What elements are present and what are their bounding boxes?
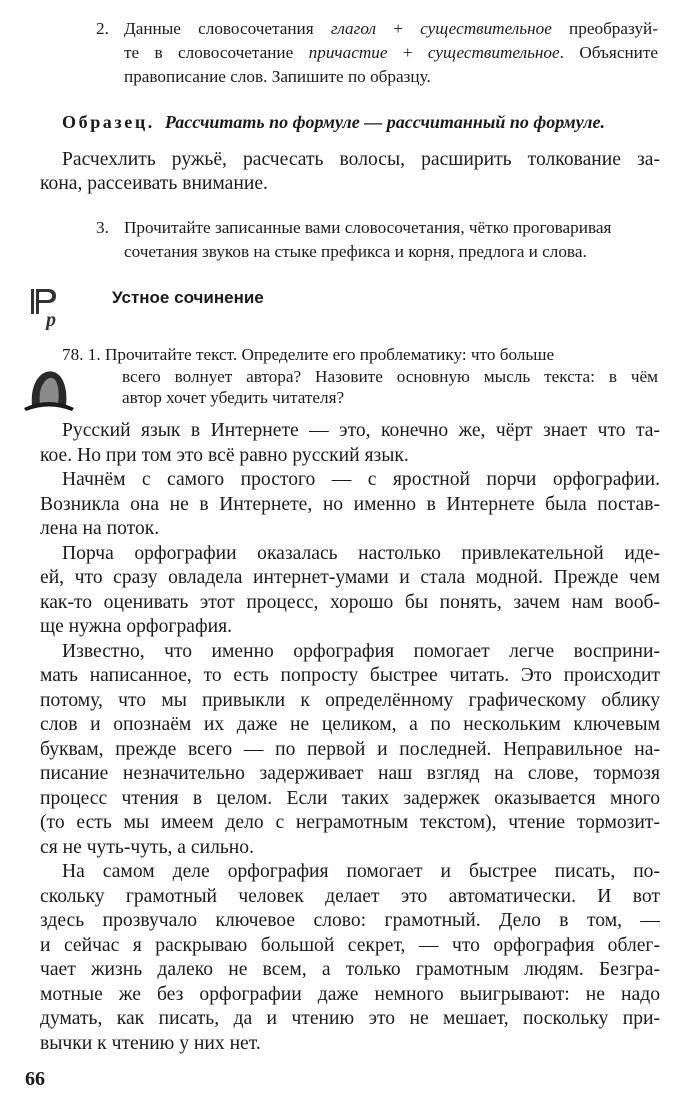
term-noun: существительное	[420, 19, 552, 38]
term-participle: причастие	[308, 43, 388, 62]
hat-icon	[22, 366, 76, 412]
task-2-number: 2.	[96, 19, 109, 38]
text-run: преобразуй-	[551, 19, 658, 38]
text-line-18: ся не чуть-чуть, а сильно.	[40, 836, 254, 858]
task-2-line-3: правописание слов. Запишите по образцу.	[124, 67, 431, 86]
text-line-19: На самом деле орфография помогает и быстрее писать, по-	[62, 861, 660, 882]
task-3-number: 3.	[96, 218, 109, 237]
rp-icon	[30, 286, 70, 330]
text-line-4: Возникла она не в Интернете, но именно в Интернете была постав-	[40, 493, 660, 515]
text-line-12: потому, что мы привыкли к определённому графическому облику	[40, 689, 660, 711]
text-line-7: ей, что сразу овладела интернет-умами и стала модной. Прежде чем	[40, 567, 660, 588]
text-line-1: Русский язык в Интернете — это, конечно же, чёрт знает что та-	[62, 420, 660, 441]
text-line-17: (то есть мы имеем дело с неграмотным текстом), чтение тормозит-	[40, 812, 660, 833]
text-line-2: кое. Но при том это всё равно русский язык.	[40, 444, 409, 466]
text-line-25: думать, как писать, да и чтению это не мешает, поскольку при-	[40, 1008, 660, 1029]
task-78-line-3: автор хочет убедить читателя?	[122, 388, 345, 407]
text-line-11: мать написанное, то есть попросту быстрее читать. Это происходит	[40, 665, 660, 686]
text-run: те в словосочетание	[124, 43, 309, 62]
text-line-8: как-то оценивать этот процесс, хорошо бы понять, зачем нам вооб-	[40, 591, 660, 613]
text-line-9: ще нужна орфография.	[40, 616, 233, 637]
sample-line	[62, 112, 605, 133]
text-line-23: чает жизнь далеко не всем, а только грамотным людям. Безгра-	[40, 959, 660, 980]
text-line-20: скольку грамотный человек делает это автоматически. И вот	[40, 885, 660, 907]
plus-sign: +	[376, 19, 421, 38]
text-line-26: вычки к чтению у них нет.	[40, 1032, 261, 1054]
text-line-10: Известно, что именно орфография помогает легче восприни-	[62, 640, 660, 662]
section-title: Устное сочинение	[112, 288, 264, 307]
exercise-line-1: Расчехлить ружьё, расчесать волосы, расширить толкование за-	[62, 149, 660, 170]
svg-text:p: p	[46, 309, 56, 330]
sample-label: Образец.	[62, 112, 155, 132]
task-3-line-1: Прочитайте записанные вами словосочетания, чётко проговаривая	[124, 218, 612, 237]
text-run: . Объясните	[559, 43, 658, 62]
text-line-13: слов и опознаём их даже не целиком, а по нескольким ключевым	[40, 714, 660, 735]
task-78-line-2: всего волнует автора? Назовите основную мысль текста: в чём	[122, 367, 658, 386]
plus-sign: +	[387, 43, 428, 62]
text-run: Данные словосочетания	[124, 19, 331, 38]
task-3-line-2: сочетания звуков на стыке префикса и корня, предлога и слова.	[124, 242, 587, 261]
term-verb: глагол	[330, 19, 377, 38]
page-number: 66	[25, 1068, 45, 1090]
text-line-6: Порча орфографии оказалась настолько привлекательной иде-	[62, 542, 660, 564]
task-2-line-2	[124, 41, 658, 64]
task-2-line-1	[124, 17, 658, 40]
task-78-line-1: 78. 1. Прочитайте текст. Определите его проблематику: что больше	[62, 345, 555, 364]
term-noun: существительное	[427, 43, 560, 62]
sample-text: Рассчитать по формуле — рассчитанный по формуле.	[164, 112, 605, 132]
text-line-5: лена на поток.	[40, 518, 160, 539]
text-line-15: писание незначительно задерживает наш взгляд на слове, тормозя	[40, 763, 660, 784]
text-line-22: и сейчас я раскрываю большой секрет, — что орфография облег-	[40, 934, 660, 956]
text-line-14: буквам, прежде всего — по первой и последней. Неправильное на-	[40, 738, 660, 760]
exercise-line-2: кона, рассеивать внимание.	[40, 173, 268, 194]
text-line-21: здесь прозвучало ключевое слово: грамотный. Дело в том, —	[40, 910, 660, 931]
text-line-24: мотные же без орфографии даже немного выигрывают: не надо	[40, 983, 660, 1005]
text-line-16: процесс чтения в целом. Если таких задержек оказывается много	[40, 787, 660, 809]
text-line-3: Начнём с самого простого — с яростной порчи орфографии.	[62, 469, 660, 490]
